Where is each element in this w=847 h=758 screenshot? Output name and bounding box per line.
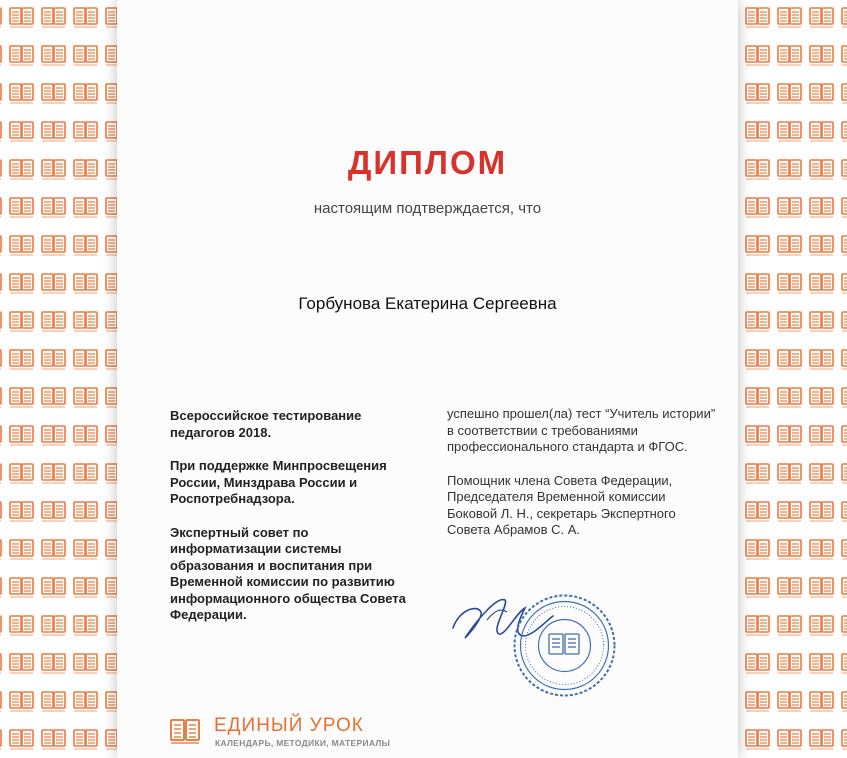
edinyi-urok-logo xyxy=(169,716,409,750)
right-column xyxy=(447,406,717,556)
diploma-page xyxy=(117,0,738,758)
right-paragraph-1: успешно прошел(ла) тест “Учитель истории” в соответствии с требованиями профессионального стандарта и ФГОС. xyxy=(447,406,716,454)
diploma-title: ДИПЛОМ xyxy=(347,144,508,181)
right-paragraph-2: Помощник члена Совета Федерации, Председателя Временной комиссии Боковой Л. Н., секретарь Экспертного Совета Абрамов С. А. xyxy=(447,472,676,537)
book-icon xyxy=(169,716,201,746)
recipient-name: Горбунова Екатерина Сергеевна xyxy=(298,294,557,313)
logo-name: ЕДИНЫЙ УРОК xyxy=(214,715,364,736)
left-paragraph-3: Экспертный совет по информатизации системы образования и воспитания при Временной комиссии по развитию информационного общества Совета Федерации. xyxy=(170,524,406,622)
left-column xyxy=(170,408,420,641)
left-paragraph-1: Всероссийское тестирование педагогов 2018. xyxy=(170,408,362,440)
left-paragraph-2: При поддержке Минпросвещения России, Минздрава России и Роспотребнадзора. xyxy=(170,458,387,506)
logo-tagline: КАЛЕНДАРЬ, МЕТОДИКИ, МАТЕРИАЛЫ xyxy=(215,738,391,748)
seal-stamp xyxy=(511,592,618,699)
diploma-subtitle: настоящим подтверждается, что xyxy=(313,200,542,217)
